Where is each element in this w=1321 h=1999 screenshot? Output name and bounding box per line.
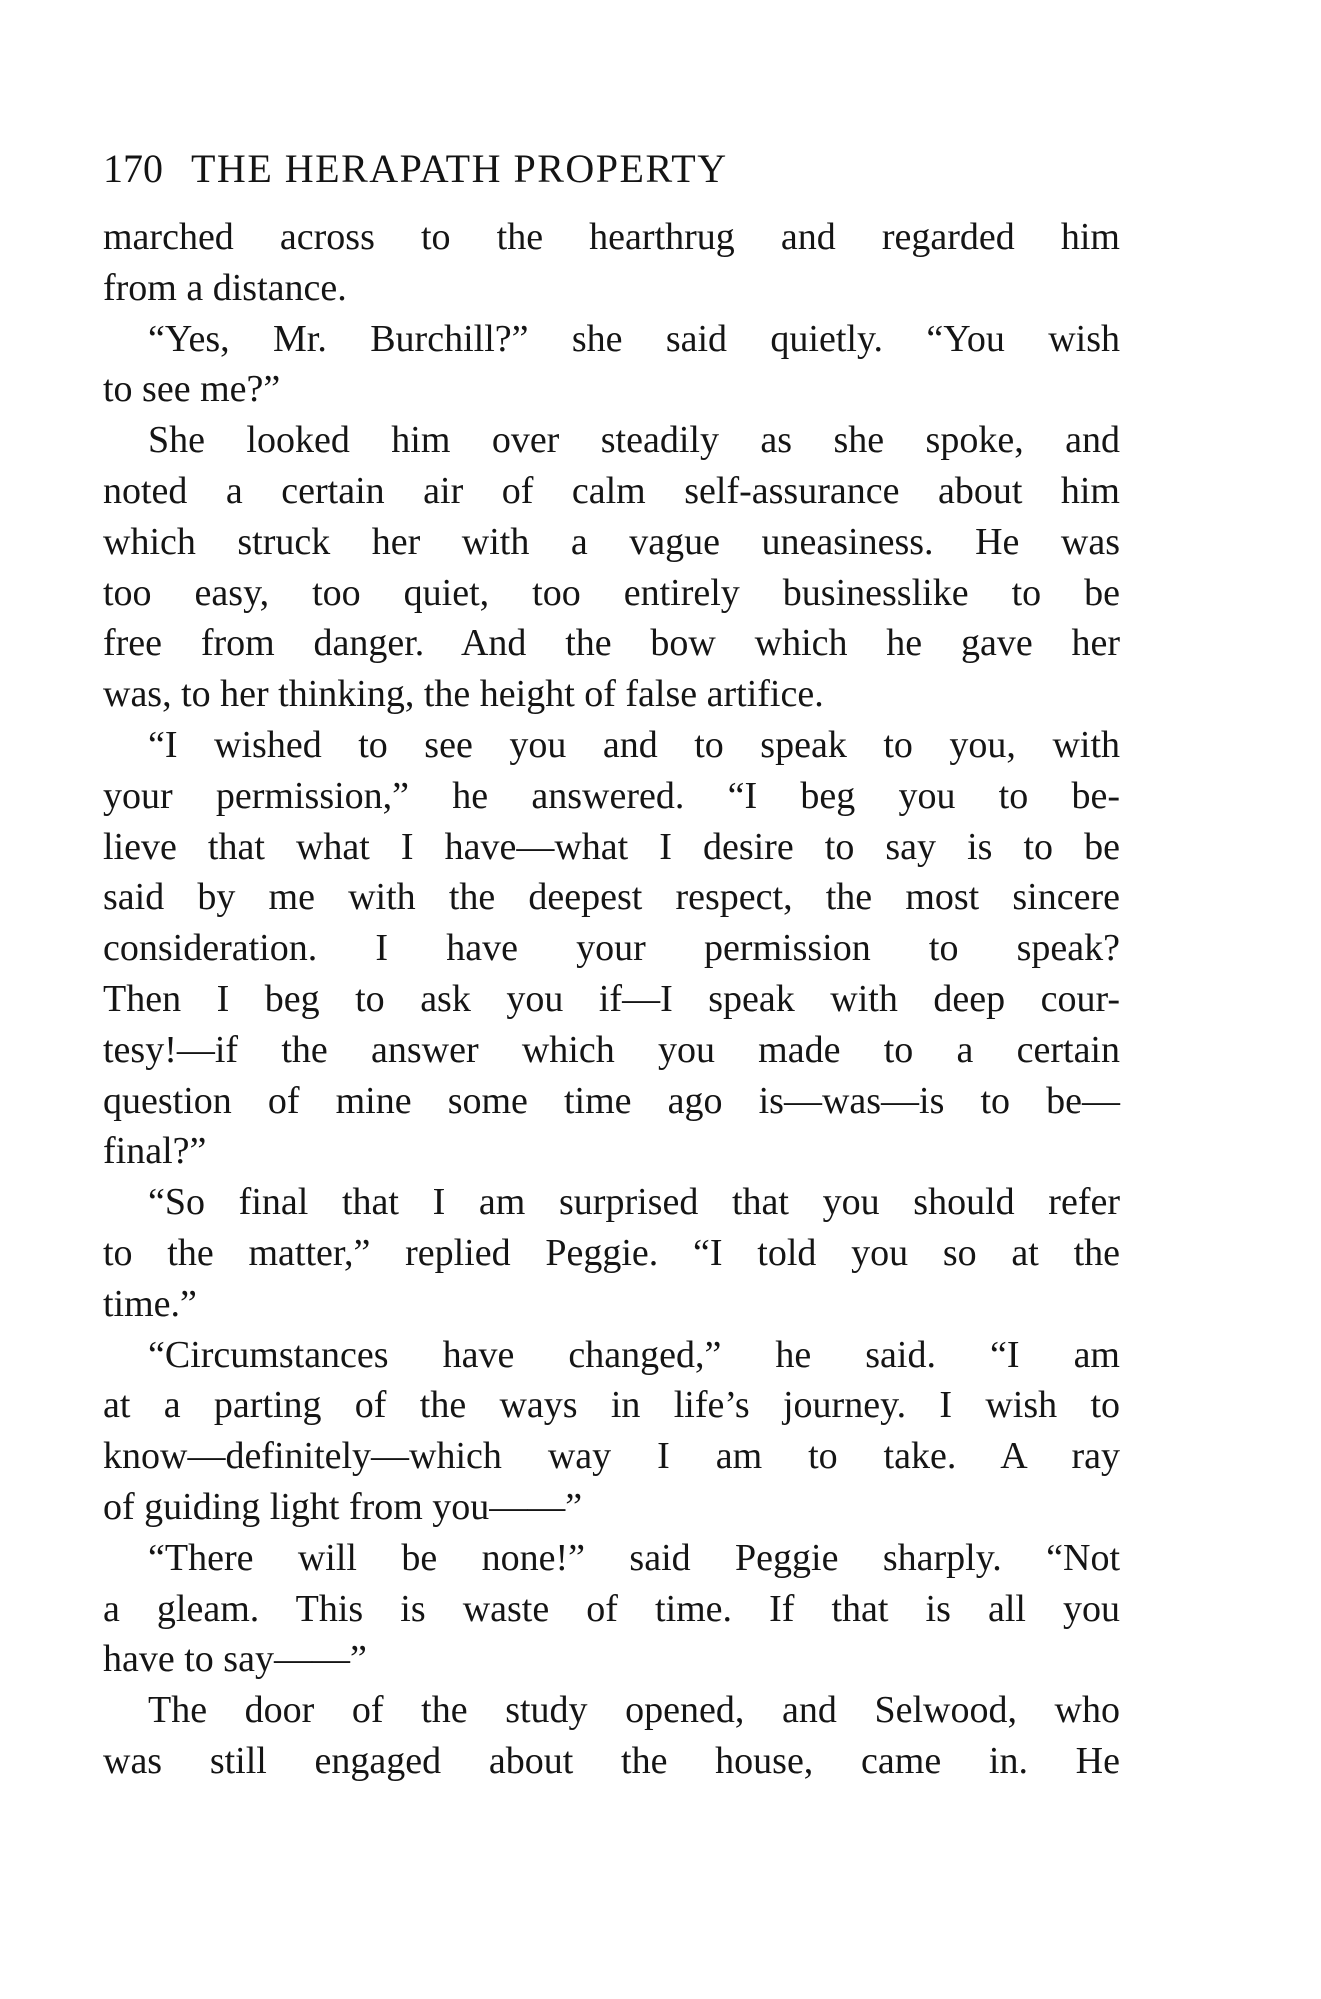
text-line: to the matter,” replied Peggie. “I told you so at the: [103, 1231, 1120, 1274]
text-line: “Yes, Mr. Burchill?” she said quietly. “You wish: [148, 317, 1120, 360]
text-line: your permission,” he answered. “I beg you to be-: [103, 774, 1120, 817]
text-line: a gleam. This is waste of time. If that is all you: [103, 1587, 1120, 1630]
text-line: time.”: [103, 1282, 197, 1325]
text-line: question of mine some time ago is—was—is to be—: [103, 1079, 1120, 1122]
running-title: THE HERAPATH PROPERTY: [191, 146, 728, 191]
text-line: said by me with the deepest respect, the most sincere: [103, 876, 1120, 919]
text-line: from a distance.: [103, 266, 347, 309]
text-line: “Circumstances have changed,” he said. “I am: [148, 1333, 1120, 1376]
page-number: 170: [103, 146, 163, 191]
text-line: which struck her with a vague uneasiness. He was: [103, 520, 1120, 563]
text-line: lieve that what I have—what I desire to say is to be: [103, 825, 1120, 868]
text-line: marched across to the hearthrug and regarded him: [103, 216, 1120, 258]
text-line: too easy, too quiet, too entirely businesslike to be: [103, 571, 1120, 614]
text-line: “So final that I am surprised that you should refer: [148, 1181, 1120, 1224]
text-line: of guiding light from you——”: [103, 1485, 583, 1528]
text-line: She looked him over steadily as she spoke, and: [148, 419, 1120, 462]
text-line: free from danger. And the bow which he gave her: [103, 622, 1120, 665]
body-text: [103, 212, 1120, 1787]
text-line: was still engaged about the house, came in. He: [103, 1739, 1120, 1782]
text-line: have to say——”: [103, 1638, 367, 1681]
text-line: noted a certain air of calm self-assurance about him: [103, 469, 1120, 512]
text-line: Then I beg to ask you if—I speak with deep cour-: [103, 977, 1120, 1020]
text-line: know—definitely—which way I am to take. A ray: [103, 1435, 1120, 1478]
text-line: tesy!—if the answer which you made to a certain: [103, 1028, 1120, 1071]
text-line: The door of the study opened, and Selwood, who: [148, 1689, 1120, 1732]
text-line: at a parting of the ways in life’s journey. I wish to: [103, 1384, 1120, 1427]
text-line: “I wished to see you and to speak to you, with: [148, 723, 1120, 766]
running-header: [103, 143, 728, 194]
text-line: consideration. I have your permission to speak?: [103, 927, 1120, 970]
text-line: “There will be none!” said Peggie sharply. “Not: [148, 1536, 1120, 1579]
text-line: was, to her thinking, the height of false artifice.: [103, 673, 824, 716]
text-line: to see me?”: [103, 368, 281, 411]
text-line: final?”: [103, 1130, 207, 1173]
